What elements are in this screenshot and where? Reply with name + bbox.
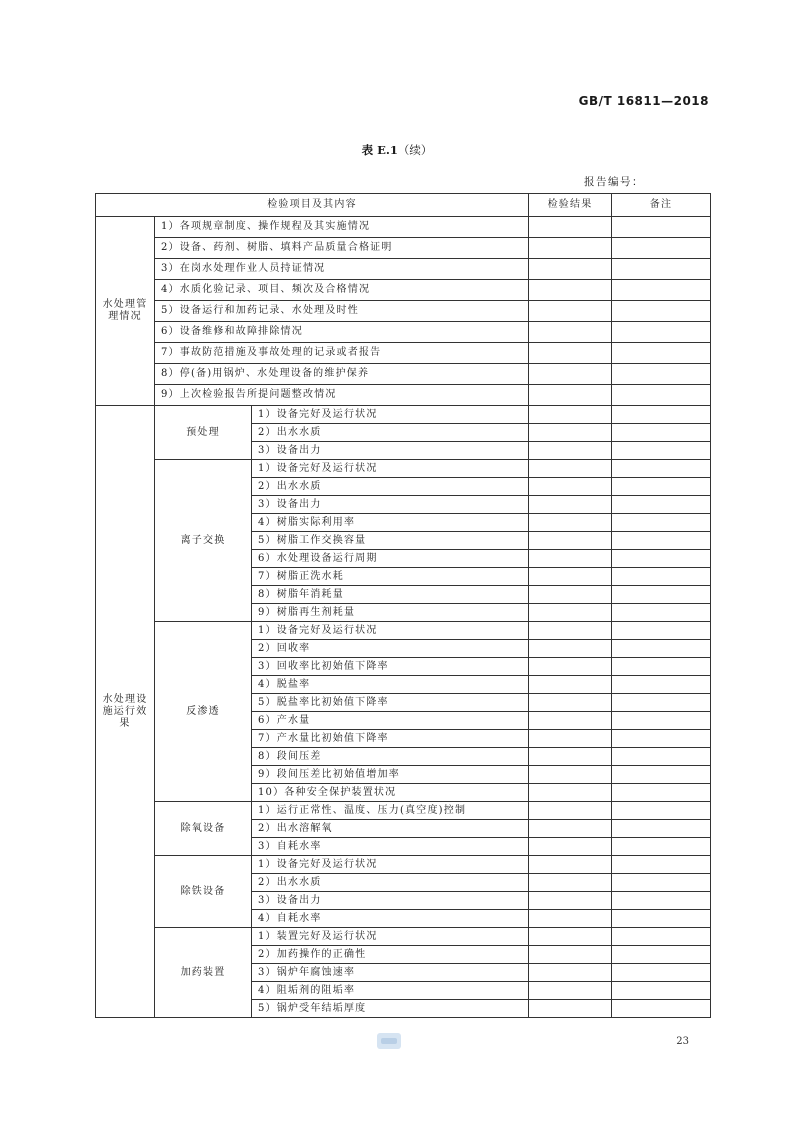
remarks-cell[interactable]: [612, 280, 711, 301]
remarks-cell[interactable]: [612, 496, 711, 514]
inspection-table: [95, 193, 711, 1018]
result-cell[interactable]: [529, 442, 612, 460]
remarks-cell[interactable]: [612, 385, 711, 406]
remarks-cell[interactable]: [612, 568, 711, 586]
remarks-cell[interactable]: [612, 730, 711, 748]
remarks-cell[interactable]: [612, 322, 711, 343]
remarks-cell[interactable]: [612, 802, 711, 820]
result-cell[interactable]: [529, 322, 612, 343]
result-cell[interactable]: [529, 946, 612, 964]
table-title-prefix: 表 E.1: [361, 143, 398, 157]
inspection-item: 1）设备完好及运行状况: [252, 856, 529, 874]
table-title: [0, 142, 794, 158]
result-cell[interactable]: [529, 766, 612, 784]
inspection-item: 1）设备完好及运行状况: [252, 406, 529, 424]
inspection-item: 9）上次检验报告所提问题整改情况: [155, 385, 529, 406]
page-number: 23: [676, 1036, 689, 1047]
result-cell[interactable]: [529, 217, 612, 238]
subcategory-cell: 离子交换: [155, 460, 252, 622]
result-cell[interactable]: [529, 424, 612, 442]
standard-code: GB/T 16811—2018: [578, 94, 709, 108]
table-body: [96, 217, 711, 1018]
table-row: [96, 301, 711, 322]
result-cell[interactable]: [529, 604, 612, 622]
result-cell[interactable]: [529, 784, 612, 802]
result-cell[interactable]: [529, 514, 612, 532]
result-cell[interactable]: [529, 622, 612, 640]
table-row: [96, 460, 711, 478]
inspection-item: 5）锅炉受年结垢厚度: [252, 1000, 529, 1018]
remarks-cell[interactable]: [612, 640, 711, 658]
table-row: [96, 280, 711, 301]
result-cell[interactable]: [529, 676, 612, 694]
subcategory-cell: 预处理: [155, 406, 252, 460]
inspection-item: 3）设备出力: [252, 496, 529, 514]
remarks-cell[interactable]: [612, 424, 711, 442]
remarks-cell[interactable]: [612, 550, 711, 568]
result-cell[interactable]: [529, 301, 612, 322]
inspection-item: 2）加药操作的正确性: [252, 946, 529, 964]
result-cell[interactable]: [529, 892, 612, 910]
result-cell[interactable]: [529, 928, 612, 946]
remarks-cell[interactable]: [612, 343, 711, 364]
result-cell[interactable]: [529, 838, 612, 856]
subcategory-cell: 加药装置: [155, 928, 252, 1018]
category-cell: 水处理设施运行效果: [96, 406, 155, 1018]
result-cell[interactable]: [529, 964, 612, 982]
remarks-cell[interactable]: [612, 478, 711, 496]
table-title-suffix: （续）: [397, 143, 433, 157]
remarks-cell[interactable]: [612, 301, 711, 322]
remarks-cell[interactable]: [612, 217, 711, 238]
result-cell[interactable]: [529, 640, 612, 658]
result-cell[interactable]: [529, 406, 612, 424]
inspection-item: 3）设备出力: [252, 892, 529, 910]
inspection-item: 1）运行正常性、温度、压力(真空度)控制: [252, 802, 529, 820]
result-cell[interactable]: [529, 496, 612, 514]
inspection-item: 8）树脂年消耗量: [252, 586, 529, 604]
table-row: [96, 406, 711, 424]
remarks-cell[interactable]: [612, 442, 711, 460]
remarks-cell[interactable]: [612, 748, 711, 766]
table-row: [96, 802, 711, 820]
result-cell[interactable]: [529, 856, 612, 874]
remarks-cell[interactable]: [612, 982, 711, 1000]
result-cell[interactable]: [529, 238, 612, 259]
table-row: [96, 217, 711, 238]
remarks-cell[interactable]: [612, 1000, 711, 1018]
inspection-item: 6）设备维修和故障排除情况: [155, 322, 529, 343]
inspection-item: 2）出水水质: [252, 478, 529, 496]
inspection-item: 3）在岗水处理作业人员持证情况: [155, 259, 529, 280]
subcategory-cell: 反渗透: [155, 622, 252, 802]
inspection-item: 5）脱盐率比初始值下降率: [252, 694, 529, 712]
remarks-cell[interactable]: [612, 604, 711, 622]
inspection-item: 4）树脂实际利用率: [252, 514, 529, 532]
remarks-cell[interactable]: [612, 856, 711, 874]
inspection-item: 6）产水量: [252, 712, 529, 730]
inspection-item: 7）树脂正洗水耗: [252, 568, 529, 586]
result-cell[interactable]: [529, 748, 612, 766]
watermark-logo: [377, 1033, 401, 1049]
result-cell[interactable]: [529, 1000, 612, 1018]
inspection-item: 3）锅炉年腐蚀速率: [252, 964, 529, 982]
result-cell[interactable]: [529, 982, 612, 1000]
remarks-cell[interactable]: [612, 820, 711, 838]
table-row: [96, 343, 711, 364]
table-row: [96, 364, 711, 385]
result-cell[interactable]: [529, 658, 612, 676]
subcategory-cell: 除氧设备: [155, 802, 252, 856]
remarks-cell[interactable]: [612, 910, 711, 928]
result-cell[interactable]: [529, 343, 612, 364]
category-cell: 水处理管理情况: [96, 217, 155, 406]
result-cell[interactable]: [529, 712, 612, 730]
remarks-cell[interactable]: [612, 766, 711, 784]
table-row: [96, 385, 711, 406]
inspection-item: 5）设备运行和加药记录、水处理及时性: [155, 301, 529, 322]
inspection-item: 2）出水水质: [252, 874, 529, 892]
result-cell[interactable]: [529, 259, 612, 280]
column-header-result: 检验结果: [529, 194, 612, 217]
result-cell[interactable]: [529, 478, 612, 496]
remarks-cell[interactable]: [612, 676, 711, 694]
report-number-label: 报告编号：: [584, 176, 644, 188]
remarks-cell[interactable]: [612, 928, 711, 946]
inspection-item: 2）出水溶解氧: [252, 820, 529, 838]
remarks-cell[interactable]: [612, 838, 711, 856]
table-row: [96, 322, 711, 343]
inspection-item: 5）树脂工作交换容量: [252, 532, 529, 550]
inspection-item: 2）设备、药剂、树脂、填料产品质量合格证明: [155, 238, 529, 259]
result-cell[interactable]: [529, 364, 612, 385]
remarks-cell[interactable]: [612, 946, 711, 964]
result-cell[interactable]: [529, 385, 612, 406]
table-header-row: [96, 194, 711, 217]
inspection-item: 2）回收率: [252, 640, 529, 658]
remarks-cell[interactable]: [612, 586, 711, 604]
table-row: [96, 856, 711, 874]
remarks-cell[interactable]: [612, 532, 711, 550]
table-row: [96, 622, 711, 640]
inspection-item: 6）水处理设备运行周期: [252, 550, 529, 568]
remarks-cell[interactable]: [612, 259, 711, 280]
inspection-item: 4）水质化验记录、项目、频次及合格情况: [155, 280, 529, 301]
remarks-cell[interactable]: [612, 892, 711, 910]
result-cell[interactable]: [529, 820, 612, 838]
inspection-item: 8）段间压差: [252, 748, 529, 766]
inspection-item: 10）各种安全保护装置状况: [252, 784, 529, 802]
remarks-cell[interactable]: [612, 874, 711, 892]
table-row: [96, 928, 711, 946]
remarks-cell[interactable]: [612, 712, 711, 730]
inspection-item: 9）树脂再生剂耗量: [252, 604, 529, 622]
result-cell[interactable]: [529, 586, 612, 604]
result-cell[interactable]: [529, 532, 612, 550]
result-cell[interactable]: [529, 550, 612, 568]
result-cell[interactable]: [529, 568, 612, 586]
remarks-cell[interactable]: [612, 658, 711, 676]
inspection-item: 7）产水量比初始值下降率: [252, 730, 529, 748]
remarks-cell[interactable]: [612, 238, 711, 259]
subcategory-cell: 除铁设备: [155, 856, 252, 928]
inspection-item: 2）出水水质: [252, 424, 529, 442]
inspection-item: 1）设备完好及运行状况: [252, 460, 529, 478]
result-cell[interactable]: [529, 730, 612, 748]
result-cell[interactable]: [529, 694, 612, 712]
result-cell[interactable]: [529, 910, 612, 928]
inspection-item: 3）设备出力: [252, 442, 529, 460]
inspection-item: 4）脱盐率: [252, 676, 529, 694]
inspection-item: 1）设备完好及运行状况: [252, 622, 529, 640]
inspection-item: 4）阻垢剂的阻垢率: [252, 982, 529, 1000]
column-header-inspection-item: 检验项目及其内容: [96, 194, 529, 217]
remarks-cell[interactable]: [612, 514, 711, 532]
result-cell[interactable]: [529, 802, 612, 820]
remarks-cell[interactable]: [612, 694, 711, 712]
inspection-item: 1）各项规章制度、操作规程及其实施情况: [155, 217, 529, 238]
inspection-item: 3）自耗水率: [252, 838, 529, 856]
remarks-cell[interactable]: [612, 406, 711, 424]
inspection-item: 1）装置完好及运行状况: [252, 928, 529, 946]
remarks-cell[interactable]: [612, 622, 711, 640]
result-cell[interactable]: [529, 874, 612, 892]
remarks-cell[interactable]: [612, 964, 711, 982]
result-cell[interactable]: [529, 460, 612, 478]
column-header-remarks: 备注: [612, 194, 711, 217]
inspection-item: 7）事故防范措施及事故处理的记录或者报告: [155, 343, 529, 364]
inspection-item: 8）停(备)用锅炉、水处理设备的维护保养: [155, 364, 529, 385]
result-cell[interactable]: [529, 280, 612, 301]
inspection-item: 9）段间压差比初始值增加率: [252, 766, 529, 784]
table-row: [96, 238, 711, 259]
remarks-cell[interactable]: [612, 460, 711, 478]
table-row: [96, 259, 711, 280]
inspection-item: 3）回收率比初始值下降率: [252, 658, 529, 676]
inspection-item: 4）自耗水率: [252, 910, 529, 928]
remarks-cell[interactable]: [612, 784, 711, 802]
remarks-cell[interactable]: [612, 364, 711, 385]
